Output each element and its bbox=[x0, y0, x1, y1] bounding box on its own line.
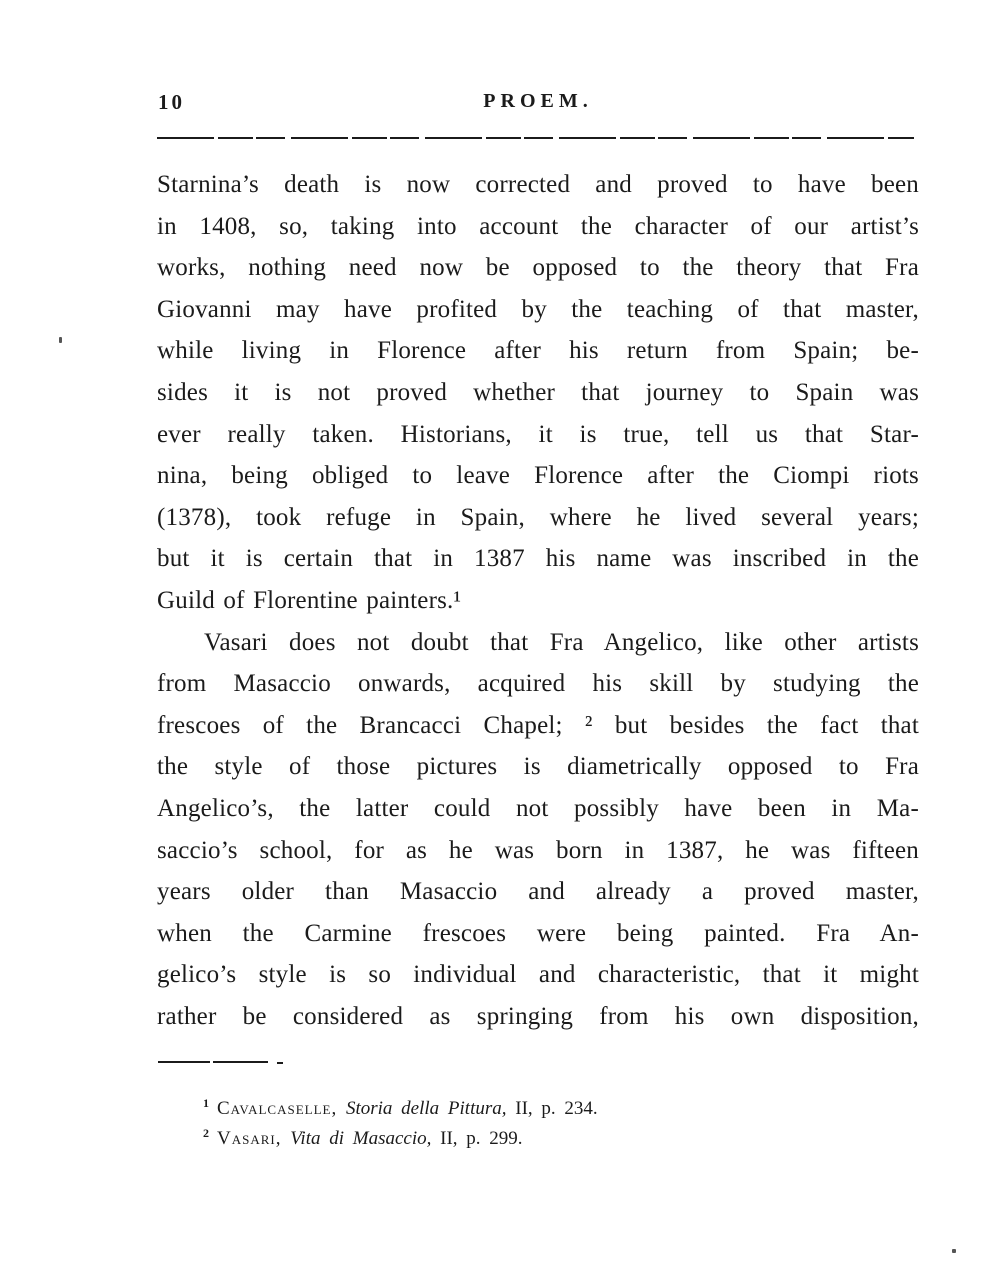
footnote-rule bbox=[158, 1061, 268, 1063]
body-text bbox=[157, 164, 919, 1037]
text-line: but it is certain that in 1387 his name was inscribed in the bbox=[157, 545, 919, 573]
text-line: the style of those pictures is diametrically opposed to Fra bbox=[157, 753, 919, 781]
text-line: saccio’s school, for as he was born in 1387, he was fifteen bbox=[157, 836, 919, 864]
page-header bbox=[157, 90, 919, 120]
text-line: nina, being obliged to leave Florence after the Ciompi riots bbox=[157, 462, 919, 490]
running-title: PROEM. bbox=[483, 90, 593, 112]
text-line: (1378), took refuge in Spain, where he lived several years; bbox=[157, 503, 919, 531]
text-line: while living in Florence after his return from Spain; be- bbox=[157, 337, 919, 365]
footnote-title: Vita di Masaccio, bbox=[290, 1128, 432, 1149]
footnote-citation: II, p. 234. bbox=[515, 1098, 598, 1119]
text-line: works, nothing need now be opposed to the theory that Fra bbox=[157, 254, 919, 282]
text-line: when the Carmine frescoes were being painted. Fra An- bbox=[157, 919, 919, 947]
text-line: Guild of Florentine painters.¹ bbox=[157, 586, 462, 614]
footnote-title: Storia della Pittura, bbox=[345, 1098, 507, 1119]
footnote-author: Cavalcaselle, bbox=[217, 1098, 338, 1119]
text-line: Starnina’s death is now corrected and proved to have been bbox=[157, 171, 919, 198]
text-line: frescoes of the Brancacci Chapel; ² but besides the fact that bbox=[157, 711, 919, 739]
footnote-citation: II, p. 299. bbox=[440, 1128, 523, 1149]
text-line: years older than Masaccio and already a proved master, bbox=[157, 878, 919, 906]
text-line: Vasari does not doubt that Fra Angelico, like other artists bbox=[204, 628, 919, 656]
footnote-ref: 2 bbox=[203, 1125, 209, 1140]
text-line: gelico’s style is so individual and characteristic, that it might bbox=[157, 961, 919, 989]
text-line: in 1408, so, taking into account the character of our artist’s bbox=[157, 212, 919, 240]
header-rule bbox=[157, 137, 914, 139]
page-number: 10 bbox=[158, 90, 185, 114]
footnote-1 bbox=[203, 1094, 843, 1124]
text-line: from Masaccio onwards, acquired his skill by studying the bbox=[157, 670, 919, 698]
text-line: Angelico’s, the latter could not possibly have been in Ma- bbox=[157, 794, 919, 822]
text-line: Giovanni may have profited by the teaching of that master, bbox=[157, 295, 919, 323]
footnote-2 bbox=[203, 1124, 843, 1154]
scan-speck bbox=[952, 1249, 956, 1253]
footnote-author: Vasari, bbox=[217, 1128, 282, 1149]
text-line: sides it is not proved whether that journey to Spain was bbox=[157, 378, 919, 406]
footnote-rule-fragment bbox=[277, 1062, 283, 1064]
footnote-ref: 1 bbox=[203, 1095, 209, 1110]
footnotes bbox=[203, 1094, 843, 1154]
scan-speck bbox=[59, 337, 62, 343]
text-line: ever really taken. Historians, it is true, tell us that Star- bbox=[157, 420, 919, 448]
text-line: rather be considered as springing from his own disposition, bbox=[157, 1002, 919, 1030]
